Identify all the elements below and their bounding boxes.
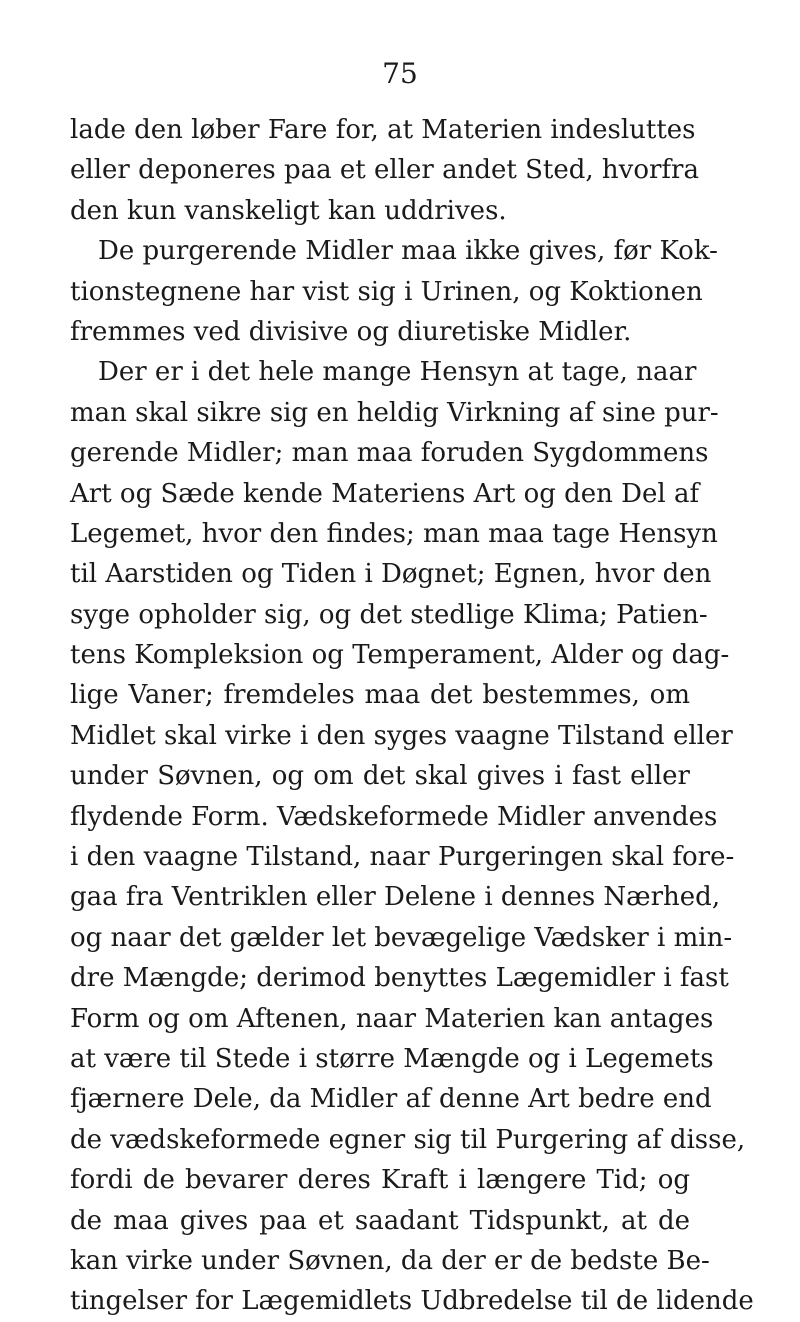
text-line: syge opholder sig, og det stedlige Klima; Patien- [70, 599, 708, 630]
text-line: fordi de bevarer deres Kraft i længere Tid; og [70, 1165, 690, 1196]
text-line: flydende Form. Vædskeformede Midler anvendes [70, 801, 718, 832]
text-line: gerende Midler; man maa foruden Sygdommens [70, 438, 709, 469]
text-line: de maa gives paa et saadant Tidspunkt, at de [70, 1205, 690, 1236]
text-line: at være til Stede i større Mængde og i Legemets [70, 1043, 714, 1074]
text-line: Legemet, hvor den findes; man maa tage Hensyn [70, 518, 718, 549]
text-line: gaa fra Ventriklen eller Delene i dennes Nærhed, [70, 882, 721, 913]
text-line: den kun vanskeligt kan uddrives. [70, 195, 507, 226]
text-line: til Aarstiden og Tiden i Døgnet; Egnen, hvor den [70, 559, 712, 590]
text-line: tens Kompleksion og Temperament, Alder og dag- [70, 640, 730, 671]
text-line: de vædskeformede egner sig til Purgering af disse, [70, 1124, 746, 1155]
text-line: tionstegnene har vist sig i Urinen, og Koktionen [70, 276, 703, 307]
text-line: tingelser for Lægemidlets Udbredelse til de lidende [70, 1286, 754, 1317]
text-line: eller deponeres paa et eller andet Sted, hvorfra [70, 155, 699, 186]
text-line: kan virke under Søvnen, da der er de bedste Be- [70, 1245, 710, 1276]
text-line: fjærnere Dele, da Midler af denne Art bedre end [70, 1084, 712, 1115]
text-line: Form og om Aftenen, naar Materien kan antages [70, 1003, 714, 1034]
text-line: Der er i det hele mange Hensyn at tage, naar [98, 357, 697, 388]
text-line: i den vaagne Tilstand, naar Purgeringen skal fore- [70, 842, 735, 873]
text-line: og naar det gælder let bevægelige Vædsker i min- [70, 922, 733, 953]
text-line: De purgerende Midler maa ikke gives, før Kok- [98, 236, 718, 267]
text-line: lige Vaner; fremdeles maa det bestemmes, om [70, 680, 690, 711]
page-number: 75 [382, 57, 418, 90]
text-line: fremmes ved divisive og diuretiske Midler. [70, 316, 632, 347]
text-line: man skal sikre sig en heldig Virkning af sine pur- [70, 397, 719, 428]
text-line: dre Mængde; derimod benyttes Lægemidler i fast [70, 963, 729, 994]
text-line: lade den løber Fare for, at Materien indesluttes [70, 115, 696, 145]
text-line: under Søvnen, og om det skal gives i fast eller [70, 761, 690, 792]
text-line: Art og Sæde kende Materiens Art og den Del af [70, 478, 700, 509]
body-text [70, 110, 754, 1322]
text-line: Midlet skal virke i den syges vaagne Tilstand eller [70, 720, 733, 751]
